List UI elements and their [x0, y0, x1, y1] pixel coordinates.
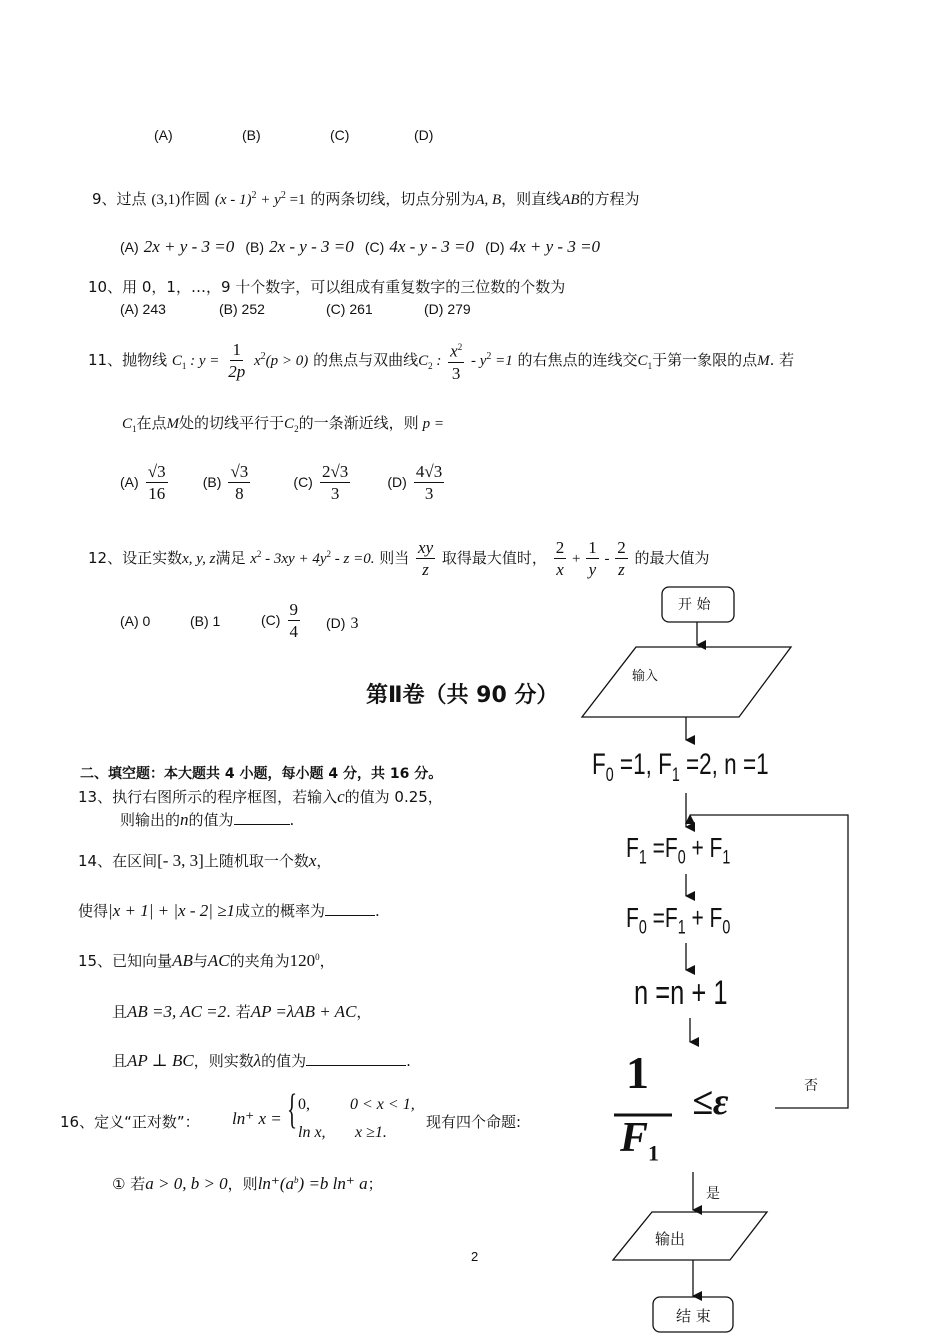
q13-var-c: c: [337, 787, 345, 806]
q16-text: ；: [367, 1175, 383, 1193]
q12-frac-den: x: [556, 560, 564, 579]
q9-option-b: 2x - y - 3 =0: [269, 237, 354, 256]
q15-vector-ab: AB: [172, 951, 193, 970]
q11-text: 处的切线平行于: [179, 414, 285, 432]
q12-number: 12、: [88, 549, 123, 567]
q8-option-a: (A): [154, 127, 173, 143]
q12-frac-num: 2: [617, 538, 626, 557]
q14-text: 使得: [78, 902, 109, 920]
q11-text: . 若: [769, 350, 795, 369]
q16-expr: ln⁺(a: [257, 1174, 295, 1193]
q9-text: 作圆: [180, 190, 211, 208]
q11-frac-den: 2p: [228, 361, 246, 381]
q11-expr: :: [432, 352, 442, 369]
flowchart-end: 结 束: [676, 1307, 711, 1325]
q11-number: 11、: [88, 350, 123, 369]
q13-text: 则输出的: [120, 811, 181, 829]
q10-option-a: (A) 243: [120, 301, 166, 317]
q11-text: 抛物线: [122, 350, 168, 369]
q12-text: 满足: [215, 549, 246, 567]
q11-text: 的焦点与双曲线: [313, 350, 419, 369]
q9-option-b-label: (B): [245, 239, 264, 255]
init-sub: 0: [605, 765, 614, 786]
q11-exp: 2: [260, 350, 266, 362]
q11-option-c-num: 2√3: [321, 462, 349, 481]
init-expr: =1, F: [613, 748, 672, 781]
flowchart-output: 输出: [655, 1230, 686, 1248]
q9-text: 的方程为: [579, 190, 640, 208]
q16-expr: ) =b ln⁺ a: [298, 1174, 368, 1193]
q14-text: 成立的概率为: [234, 902, 325, 920]
page-number: 2: [471, 1249, 479, 1264]
question-10: 10、用 0，1，…，9 十个数字，可以组成有重复数字的三位数的个数为: [88, 278, 566, 296]
cond-den-sub: 1: [648, 1140, 660, 1166]
step1-f: F: [626, 832, 639, 863]
q8-option-d: (D): [414, 127, 434, 143]
section-title: 第Ⅱ卷（共 90 分）: [366, 683, 559, 708]
q9-exp: 2: [280, 190, 286, 201]
q11-option-c-label: (C): [293, 474, 313, 490]
question-16: 16、定义“正对数”：: [60, 1113, 200, 1131]
q9-point: (3,1): [151, 192, 181, 208]
q12-vars: x, y, z: [182, 551, 216, 567]
q12-text: 取得最大值时，: [441, 549, 547, 567]
q11-sub: 1: [132, 424, 137, 434]
q15-text: ，: [356, 1003, 372, 1021]
q12-option-c-label: (C): [261, 612, 281, 628]
q9-number: 9、: [92, 190, 117, 208]
q10-option-c: (C) 261: [326, 301, 373, 317]
q9-option-c: 4x - y - 3 =0: [389, 237, 474, 256]
q10-option-b: (B) 252: [219, 301, 265, 317]
q11-point-m: M: [166, 416, 180, 432]
q16-case1-value: 0,: [298, 1096, 310, 1113]
q11-c1: C: [637, 352, 648, 369]
flowchart-start: 开 始: [678, 597, 711, 613]
q11-option-a-num: √3: [147, 462, 166, 481]
step2-sub: 1: [677, 917, 686, 939]
q12-option-a: (A) 0: [120, 613, 151, 629]
q9-option-d: 4x + y - 3 =0: [509, 237, 601, 256]
init-expr: =2, n =1: [679, 748, 769, 781]
q15-text: 的夹角为: [229, 952, 290, 970]
q15-perpendicular: AP ⊥ BC: [127, 1051, 194, 1070]
q9-expr: + y: [256, 192, 281, 208]
q13-text: 的值为 0.25，: [344, 788, 443, 806]
q11-expr: (p > 0): [265, 352, 309, 369]
step1-expr: =F: [646, 832, 678, 863]
q11-option-d-label: (D): [387, 474, 407, 490]
q15-text: 15、已知向量: [78, 952, 173, 970]
q13-var-n: n: [180, 810, 189, 829]
q14-period: .: [375, 902, 380, 920]
q14-text: 14、在区间: [78, 852, 158, 870]
flowchart-input: 输入: [632, 669, 659, 684]
q11-text: 在点: [136, 414, 167, 432]
q16-case2-value: ln x,: [298, 1124, 326, 1141]
q16-case1-condition: 0 < x < 1,: [350, 1096, 415, 1113]
q12-frac-num: 1: [588, 538, 597, 557]
init-f: F: [592, 748, 606, 781]
q11-option-d-num: 4√3: [415, 462, 443, 481]
q16-lhs: ln⁺ x =: [232, 1109, 282, 1128]
q11-text: 的一条渐近线，则: [298, 414, 419, 432]
q12-exp: 2: [326, 549, 331, 559]
q9-option-a-label: (A): [120, 239, 139, 255]
q12-frac-den: z: [618, 560, 625, 579]
q11-option-d-den: 3: [424, 484, 434, 503]
q11-sub: 1: [181, 360, 187, 371]
q11-exp: 2: [486, 350, 492, 362]
q11-option-a-label: (A): [120, 474, 139, 490]
q14-text: ，: [316, 852, 332, 870]
q9-option-d-label: (D): [485, 239, 505, 255]
q12-option-d-value: 3: [350, 615, 359, 632]
step1-sub: 0: [677, 847, 686, 869]
q15-degree: 0: [315, 952, 320, 962]
cond-denominator: [620, 1114, 659, 1166]
q12-exp: 2: [256, 549, 262, 559]
q15-text: 且: [112, 1003, 128, 1021]
q12-frac-den: y: [588, 560, 597, 579]
cond-relation: ≤ε: [692, 1081, 729, 1123]
q12-option-c-num: 9: [289, 600, 299, 619]
q12-expr: - 3xy + 4y: [261, 551, 327, 567]
q9-expr: =1: [285, 192, 306, 208]
q11-point-m: M: [757, 352, 770, 369]
q15-text: 与: [192, 952, 208, 970]
q12-op: +: [568, 551, 585, 567]
q11-c1: C: [171, 352, 182, 369]
flowchart-step3: n =n + 1: [634, 974, 728, 1012]
q14-interval: [- 3, 3]: [157, 851, 204, 870]
q11-option-c-den: 3: [330, 484, 340, 503]
flowchart-step2: [626, 902, 730, 940]
step2-f: F: [626, 902, 639, 933]
q11-text: 于第一象限的点: [652, 350, 758, 369]
step2-expr: =F: [646, 902, 678, 933]
q15-lambda: λ: [253, 1051, 262, 1070]
step2-sub: 0: [638, 917, 647, 939]
q11-expr: =1: [491, 352, 513, 369]
q12-op: -: [600, 551, 614, 567]
input-parallelogram: [582, 647, 791, 717]
flowchart-no-label: 否: [804, 1078, 818, 1094]
q15-vector-ac: AC: [207, 951, 230, 970]
q9-text: 的两条切线，切点分别为: [310, 190, 476, 208]
q12-frac-den: z: [422, 560, 429, 579]
q15-vector-ap: AP =λAB + AC: [250, 1002, 357, 1021]
q10-option-d: (D) 279: [424, 301, 471, 317]
q13-text: 的值为: [188, 811, 234, 829]
q11-c2: C: [284, 416, 295, 432]
section-heading: 二、填空题：本大题共 4 小题，每小题 4 分，共 16 分。: [80, 766, 443, 782]
q11-frac-den: 3: [451, 363, 461, 383]
q14-var-x: x: [308, 851, 317, 870]
q12-text: 的最大值为: [634, 549, 710, 567]
cond-numerator: 1: [626, 1047, 649, 1098]
q16-suffix: 现有四个命题:: [426, 1113, 522, 1131]
q11-option-b-label: (B): [202, 474, 222, 490]
q12-expr: - z =0.: [331, 551, 375, 567]
q16-text: ，则: [227, 1175, 258, 1193]
q12-option-c-den: 4: [289, 622, 299, 641]
q11-option-a-den: 16: [148, 484, 166, 503]
q9-exp: 2: [251, 190, 257, 201]
q16-case2-condition: x ≥1.: [355, 1124, 387, 1141]
q11-p: p =: [422, 416, 444, 432]
step2-sub: 0: [722, 917, 731, 939]
q9-option-a: 2x + y - 3 =0: [143, 237, 235, 256]
cond-den-f: F: [620, 1115, 649, 1161]
q12-text: 设正实数: [122, 549, 183, 567]
q11-expr: : y =: [186, 352, 220, 369]
flowchart-init: [592, 748, 769, 787]
q15-period: .: [406, 1052, 411, 1070]
q9-option-c-label: (C): [364, 239, 385, 255]
q11-sub: 2: [428, 360, 433, 371]
q15-angle: 120: [289, 951, 316, 970]
q9-line: AB: [561, 192, 580, 208]
q15-text: ，则实数: [193, 1052, 254, 1070]
q11-text: 的右焦点的连线交: [517, 350, 638, 369]
q11-expr: - y: [470, 352, 487, 369]
q12-text: 则当: [379, 549, 410, 567]
q11-option-b-num: √3: [230, 462, 249, 481]
q8-option-b: (B): [242, 127, 261, 143]
q13-period: .: [289, 811, 295, 829]
q13-text: 13、执行右图所示的程序框图，若输入: [78, 788, 338, 806]
q11-frac-num: x: [450, 341, 458, 361]
init-sub: 1: [671, 765, 680, 786]
q11-frac-num: 1: [232, 339, 241, 359]
q8-option-c: (C): [330, 127, 350, 143]
q16-exp: b: [294, 1175, 299, 1185]
q11-c2: C: [418, 352, 429, 369]
flowchart-yes-label: 是: [706, 1186, 720, 1202]
q12-frac-num: xy: [418, 538, 434, 557]
q12-expr: x: [250, 551, 257, 567]
q9-text: 过点: [116, 190, 147, 208]
q11-exp: 2: [457, 342, 463, 352]
q11-sub: 2: [294, 424, 299, 434]
q11-sub: 1: [647, 360, 653, 371]
q9-text: ，则直线: [501, 190, 562, 208]
q9-points: A, B: [475, 192, 502, 208]
q16-brace: {: [287, 1087, 298, 1133]
q15-text: ，: [319, 952, 335, 970]
q16-text: ① 若: [112, 1175, 146, 1193]
q12-option-d-label: (D): [326, 615, 346, 631]
flowchart-step1: [626, 832, 730, 870]
q11-option-b-den: 8: [235, 484, 244, 503]
step2-expr: + F: [685, 902, 723, 933]
step1-expr: + F: [685, 832, 723, 863]
step1-sub: 1: [638, 847, 647, 869]
q11-expr: x: [254, 352, 261, 369]
q16-condition: a > 0, b > 0: [145, 1174, 228, 1193]
q12-frac-num: 2: [555, 538, 565, 557]
q11-c1: C: [122, 416, 133, 432]
q15-text: 的值为: [261, 1052, 307, 1070]
q15-text: . 若: [226, 1003, 251, 1021]
q14-text: 上随机取一个数: [203, 852, 309, 870]
q15-lengths: AB =3, AC =2: [127, 1002, 227, 1021]
q9-expr: (x - 1): [214, 192, 252, 208]
q14-inequality: |x + 1| + |x - 2| ≥1: [108, 901, 235, 920]
q15-text: 且: [112, 1052, 128, 1070]
step1-sub: 1: [722, 847, 731, 869]
output-parallelogram: [613, 1212, 767, 1260]
q12-option-b: (B) 1: [190, 613, 221, 629]
